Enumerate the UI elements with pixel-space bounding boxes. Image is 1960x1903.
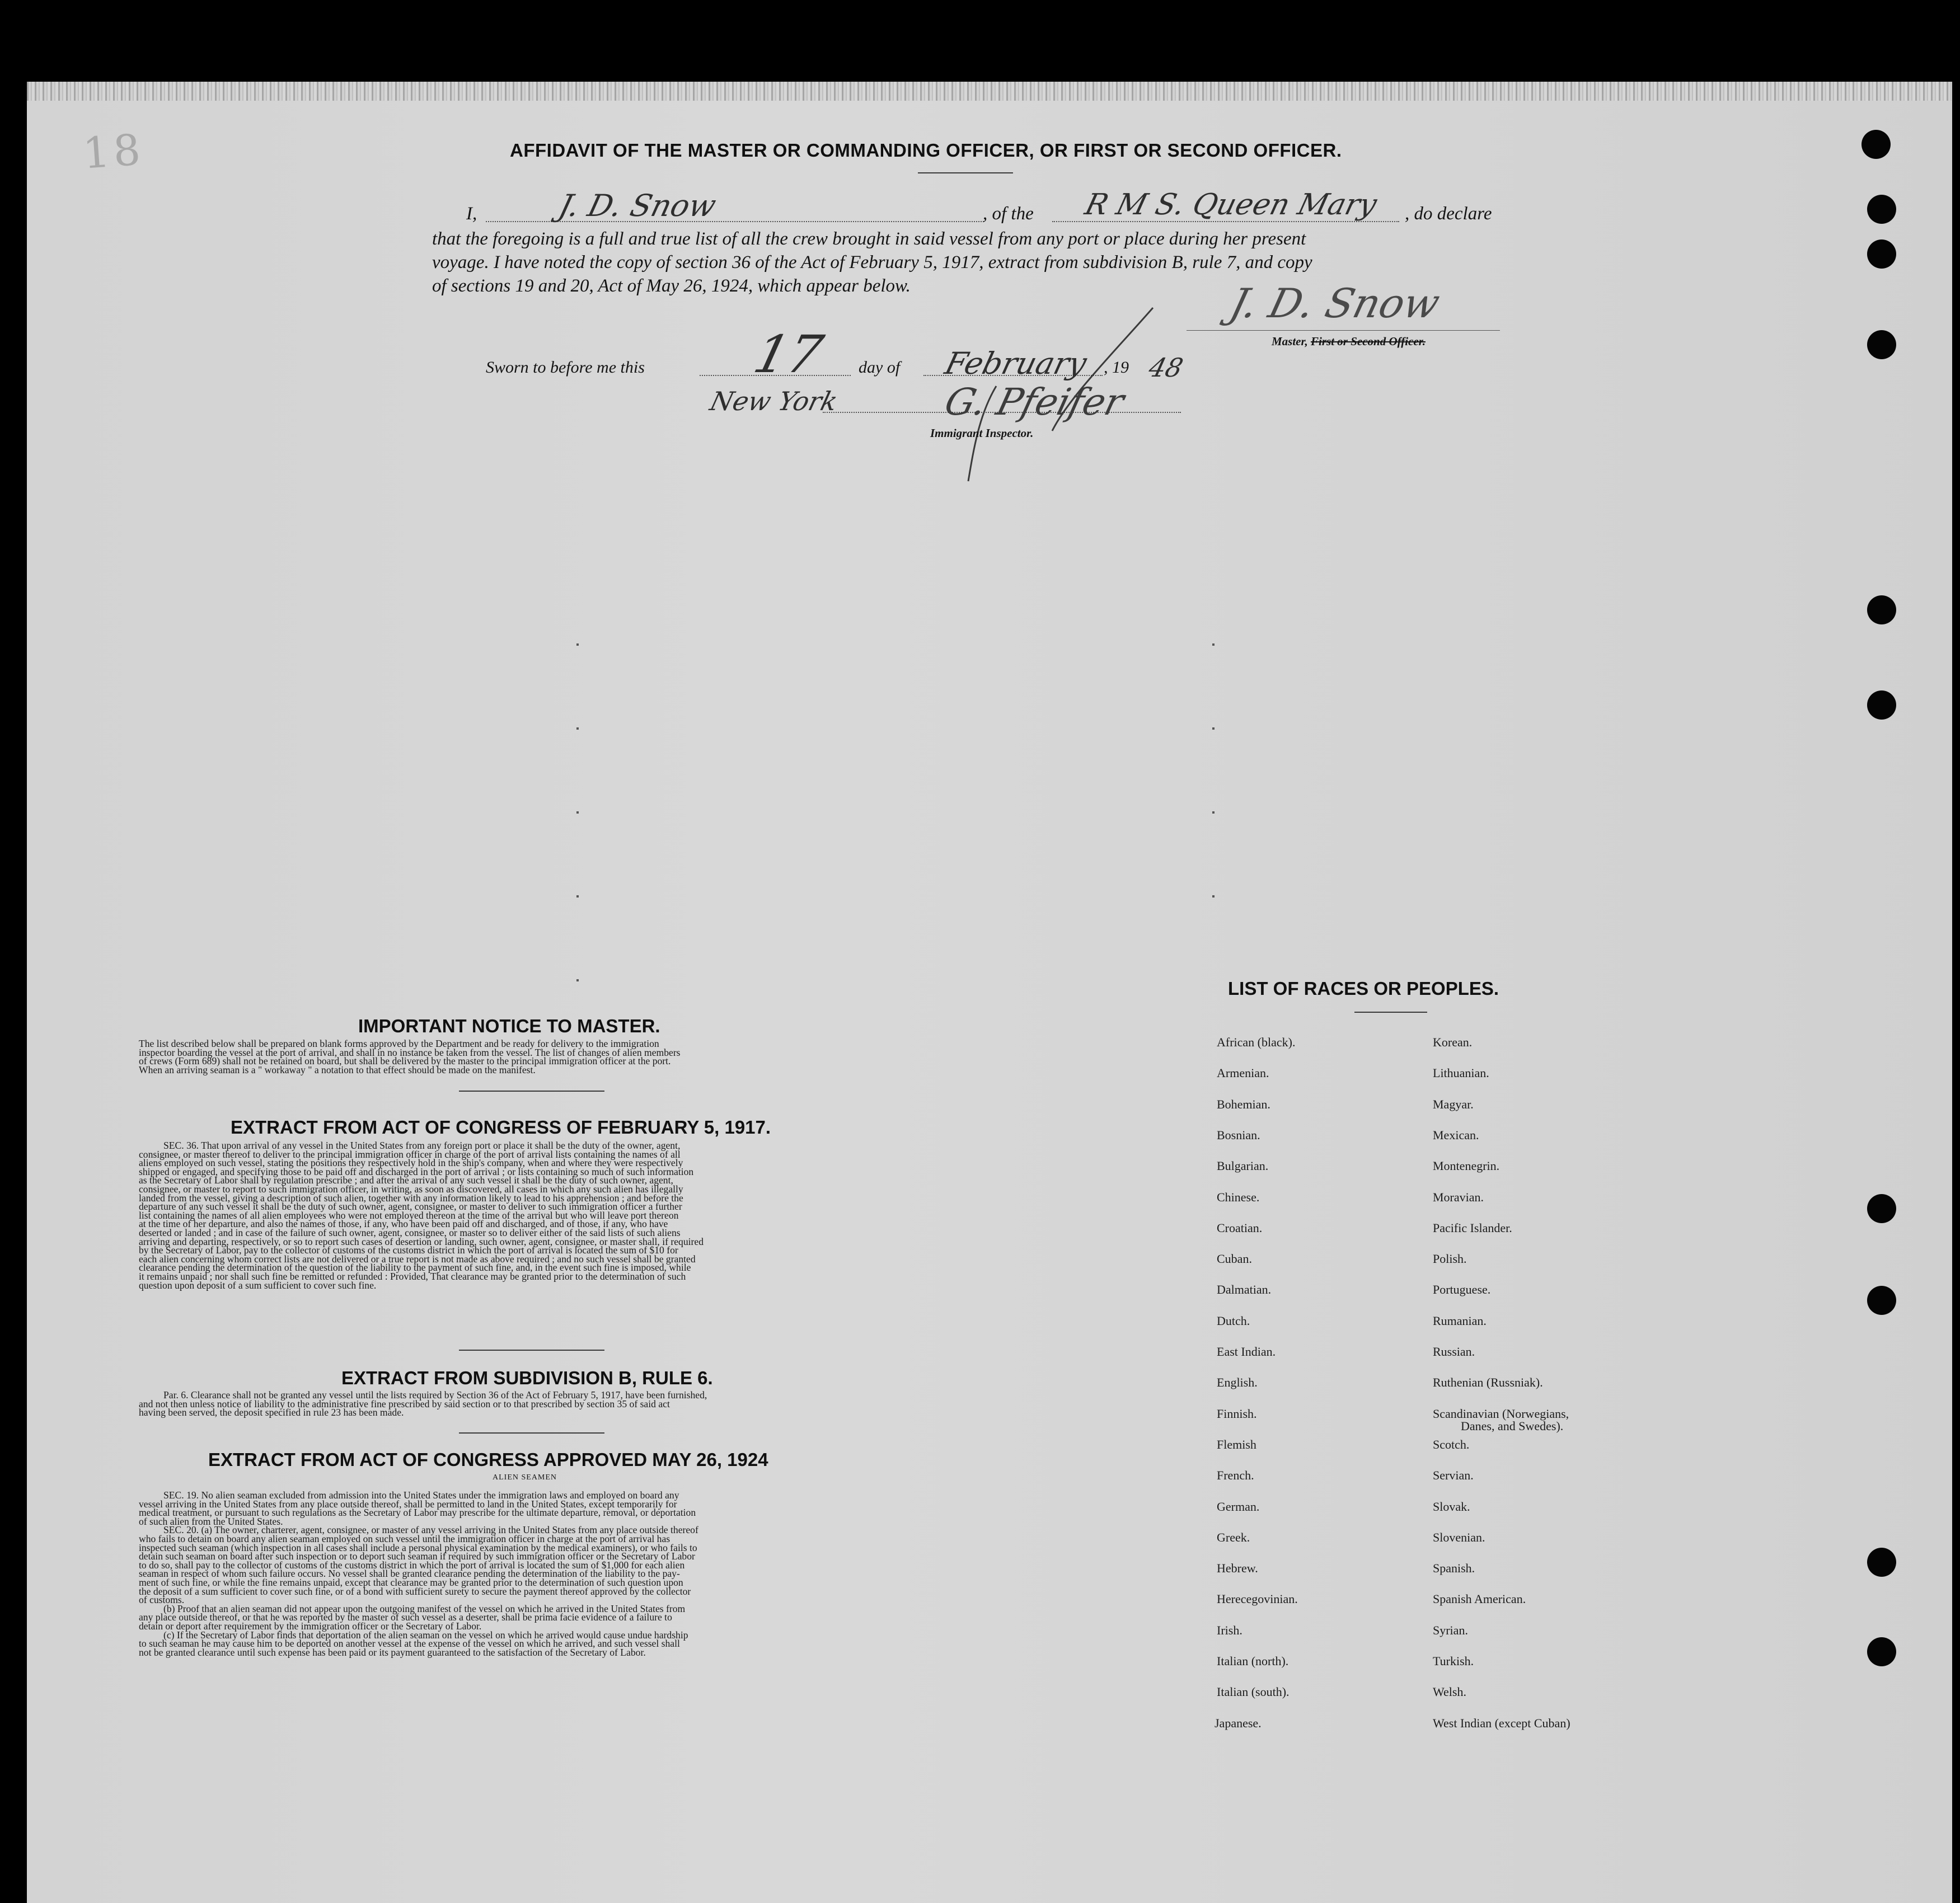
handwritten-vessel-name: R M S. Queen Mary — [1081, 188, 1380, 222]
race-item-left: Italian (north). — [1217, 1654, 1289, 1668]
extract-1917-line: arriving and departing, respectively, or so to report such cases of desertion or landing, such owner, agent, consignee, or master shall, if required — [139, 1235, 704, 1247]
race-item-right: Scotch. — [1433, 1437, 1470, 1451]
extract-1924-line: vessel arriving in the United States from any place outside thereof, shall be permitted to land in the United States, except temporarily for — [139, 1498, 677, 1510]
extract-1917-line: as the Secretary of Labor shall by regulation prescribe ; and after the arrival of any such vessel it shall be the duty of such owner, agent, — [139, 1174, 673, 1186]
extract-1924-line: any place outside thereof, or that he was reported by the master of such vessel as a deserter, shall be prima facie evidence of a failure to — [139, 1611, 672, 1623]
handwritten-master-name: J. D. Snow — [555, 188, 720, 223]
extract-1924-line: SEC. 19. No alien seaman excluded from admission into the United States under the immigration laws and employed on board any — [163, 1489, 679, 1501]
race-item-right: West Indian (except Cuban) — [1433, 1716, 1570, 1730]
affidavit-line1-middle: , of the — [983, 204, 1034, 224]
signer-title-master: Master, — [1272, 335, 1308, 348]
extract-1917-line: clearance pending the determination of the question of the liability to the payment of such fine, and, in the event such fine is imposed, while — [139, 1262, 691, 1274]
race-item-left: Bulgarian. — [1217, 1159, 1269, 1173]
affidavit-line2: that the foregoing is a full and true list of all the crew brought in said vessel from any port or place during her present — [432, 229, 1306, 249]
extract-1924-line: medical treatment, or pursuant to such regulations as the Secretary of Labor may prescribe for the ultimate departure, removal, or deportation — [139, 1507, 696, 1519]
punch-hole — [1867, 195, 1896, 224]
race-item-left: Cuban. — [1217, 1252, 1252, 1266]
race-item-left: East Indian. — [1217, 1345, 1276, 1359]
race-item-right: Moravian. — [1433, 1190, 1484, 1204]
extract-1924-subheading: ALIEN SEAMEN — [493, 1473, 557, 1482]
extract-1924-line: ment of such fine, or while the fine remains unpaid, except that clearance may be granted prior to the determination of such question upon — [139, 1576, 683, 1588]
section-rule — [459, 1432, 604, 1434]
race-item-left: German. — [1217, 1500, 1260, 1514]
extract-1917-line: it remains unpaid ; nor shall such fine be remitted or refunded : Provided, That clearance may be granted prior to the determination of such — [139, 1270, 686, 1282]
sworn-prefix: Sworn to before me this — [486, 358, 645, 377]
race-item-right: Syrian. — [1433, 1623, 1468, 1637]
race-item-right: Mexican. — [1433, 1128, 1479, 1142]
race-item-right: Russian. — [1433, 1345, 1475, 1359]
race-item-left: Croatian. — [1217, 1221, 1263, 1235]
extract-1917-line: consignee, or master thereof to deliver to the principal immigration officer in charge of the port of arrival lists containing the names of all — [139, 1148, 681, 1160]
races-heading: LIST OF RACES OR PEOPLES. — [1228, 978, 1499, 999]
inspector-title: Immigrant Inspector. — [930, 426, 1034, 440]
race-item-left: Flemish — [1217, 1437, 1256, 1451]
handwritten-month: February — [941, 346, 1091, 381]
notice-line: inspector boarding the vessel at the port of arrival, and shall in no instance be taken from the vessel. The list of changes of alien members — [139, 1046, 681, 1058]
affidavit-line4: of sections 19 and 20, Act of May 26, 1924, which appear below. — [432, 276, 911, 296]
punch-hole — [1867, 239, 1896, 269]
extract-1917-line: at the time of her departure, and also the names of those, if any, who have been paid off and discharged, and of those, if any, who have — [139, 1218, 668, 1230]
extract-1917-line: deserted or landed ; and in case of the failure of such owner, agent, consignee, or master so to deliver either of the said lists of such aliens — [139, 1227, 681, 1238]
extract-1924-line: to such seaman he may cause him to be deported on another vessel at the expense of the vessel on which he arrived, and such vessel shall — [139, 1638, 680, 1650]
section-rule — [459, 1350, 604, 1351]
section-rule — [459, 1091, 604, 1092]
extract-1924-line: of customs. — [139, 1594, 185, 1606]
race-item-left: Hebrew. — [1217, 1561, 1258, 1575]
race-item-left: Bosnian. — [1217, 1128, 1260, 1142]
punch-hole — [1867, 1286, 1896, 1315]
margin-dots — [576, 643, 579, 1002]
race-item-left: Finnish. — [1217, 1407, 1257, 1421]
rule6-heading: EXTRACT FROM SUBDIVISION B, RULE 6. — [341, 1368, 713, 1388]
affidavit-line1-prefix: I, — [466, 204, 477, 224]
race-item-left: Chinese. — [1217, 1190, 1260, 1204]
race-item-left: Herecegovinian. — [1217, 1592, 1298, 1606]
margin-dots — [1212, 643, 1215, 979]
extract-1917-line: departure of any such vessel it shall be the duty of such owner, agent, consignee, or master to deliver to such immigration officer a further — [139, 1201, 682, 1213]
extract-1924-line: SEC. 20. (a) The owner, charterer, agent, consignee, or master of any vessel arriving in the United States from any place outside thereof — [163, 1524, 698, 1536]
race-item-right: Slovenian. — [1433, 1530, 1485, 1544]
race-item-right: Rumanian. — [1433, 1314, 1487, 1328]
year-prefix: , 19 — [1104, 358, 1129, 377]
punch-hole — [1867, 690, 1896, 720]
extract-1924-line: (c) If the Secretary of Labor finds that deportation of the alien seaman on the vessel on which he arrived would cause undue hardship — [163, 1629, 688, 1641]
race-item-right: Ruthenian (Russniak). — [1433, 1375, 1543, 1389]
race-item-right: Magyar. — [1433, 1097, 1474, 1111]
punch-hole — [1867, 1548, 1896, 1577]
race-item-left: Dutch. — [1217, 1314, 1250, 1328]
affidavit-heading: AFFIDAVIT OF THE MASTER OR COMMANDING OFFICER, OR FIRST OR SECOND OFFICER. — [510, 140, 1342, 161]
race-item-right: Slovak. — [1433, 1500, 1470, 1514]
extract-1924-line: the deposit of a sum sufficient to cover such fine, or of a bond with sufficient surety to secure the payment thereof approved by the collector — [139, 1585, 691, 1597]
race-item-left: Irish. — [1217, 1623, 1242, 1637]
handwritten-day: 17 — [748, 325, 829, 384]
page-number: 18 — [81, 124, 146, 178]
race-item-right: Turkish. — [1433, 1654, 1474, 1668]
handwritten-place: New York — [707, 386, 841, 416]
race-item-left: Japanese. — [1215, 1716, 1262, 1730]
signer-title-struck: First or Second Officer. — [1311, 335, 1426, 348]
signature-line — [1187, 330, 1500, 331]
race-item-right: Spanish American. — [1433, 1592, 1526, 1606]
notice-line: When an arriving seaman is a " workaway " a notation to that effect should be made on the manifest. — [139, 1064, 536, 1075]
punch-hole — [1867, 595, 1896, 624]
extract-1917-line: shipped or engaged, and specifying those to be paid off and discharged in the port of arrival ; or lists containing so much of such information — [139, 1166, 694, 1177]
race-item-left: Dalmatian. — [1217, 1282, 1272, 1296]
extract-1917-line: each alien concerning whom correct lists are not delivered or a true report is not made as above required ; and no such vessel shall be granted — [139, 1253, 696, 1265]
affidavit-line3: voyage. I have noted the copy of section 36 of the Act of February 5, 1917, extract from subdivision B, rule 7, and copy — [432, 252, 1312, 272]
punch-hole — [1867, 1194, 1896, 1223]
day-of: day of — [859, 358, 901, 377]
race-item-left: Greek. — [1217, 1530, 1250, 1544]
extract-1924-heading: EXTRACT FROM ACT OF CONGRESS APPROVED MAY 26, 1924 — [208, 1449, 768, 1470]
signer-title — [1272, 335, 1426, 349]
extract-1924-line: who fails to detain on board any alien seaman employed on such vessel until the immigration officer in charge at the port of arrival has — [139, 1533, 670, 1544]
extract-1924-body — [139, 1491, 931, 1657]
notice-line: of crews (Form 689) shall not be retained on board, but shall be delivered by the master to the principal immigration officer at the port. — [139, 1055, 671, 1067]
rule6-body — [139, 1391, 931, 1417]
race-item-right: Polish. — [1433, 1252, 1467, 1266]
extract-1917-line: question upon deposit of a sum sufficient to cover such fine. — [139, 1279, 377, 1291]
notice-body — [139, 1040, 931, 1074]
races-heading-rule — [1354, 1012, 1427, 1013]
extract-1924-line: detain or deport after requirement by the immigration officer or the Secretary of Labor. — [139, 1620, 482, 1632]
extract-1917-line: by the Secretary of Labor, pay to the collector of customs of the customs district in which the port of arrival is located the sum of $10 for — [139, 1244, 678, 1256]
extract-1917-line: list containing the names of all alien employees who were not employed thereon at the time of the arrival but who will leave port thereon — [139, 1209, 679, 1221]
race-item-left: French. — [1217, 1468, 1254, 1482]
race-item-left: English. — [1217, 1375, 1258, 1389]
race-item-right: Montenegrin. — [1433, 1159, 1500, 1173]
extract-1917-line: landed from the vessel, giving a description of such alien, together with any information likely to lead to his apprehension ; and before the — [139, 1192, 683, 1204]
race-item-left: Armenian. — [1217, 1066, 1269, 1080]
extract-1924-line: of such alien from the United States. — [139, 1515, 283, 1527]
extract-1924-line: detain such seaman on board after such inspection or to deport such seaman if required by such immigration officer or the Secretary of Labor — [139, 1550, 695, 1562]
extract-1924-line: not be granted clearance until such expense has been paid or its payment guaranteed to the satisfaction of the Secretary of Labor. — [139, 1646, 646, 1658]
affidavit-line1-suffix: , do declare — [1405, 204, 1492, 224]
race-item-right: Portuguese. — [1433, 1282, 1491, 1296]
rule6-line: and not then unless notice of liability to the administrative fine prescribed by said section or to that prescribed by section 35 of said act — [139, 1398, 670, 1409]
handwritten-year: 48 — [1146, 353, 1187, 383]
race-item-right: Lithuanian. — [1433, 1066, 1489, 1080]
extract-1924-line: to do so, shall pay to the collector of customs of the customs district in which the port of arrival is located the sum of $1,000 for each alien — [139, 1559, 685, 1571]
extract-1917-line: aliens employed on such vessel, stating the positions they respectively hold in the ship's company, when and where they were respectively — [139, 1157, 683, 1169]
extract-1924-line: seaman in respect of whom such failure occurs. No vessel shall be granted clearance pending the determination of the liability to the pay- — [139, 1568, 680, 1580]
inspector-signature: G. Pfeifer — [940, 380, 1128, 424]
race-item-left: Italian (south). — [1217, 1685, 1290, 1699]
race-item-left: African (black). — [1217, 1035, 1296, 1049]
extract-1917-body — [139, 1141, 931, 1290]
extract-1917-heading: EXTRACT FROM ACT OF CONGRESS OF FEBRUARY 5, 1917. — [231, 1117, 771, 1138]
sheet-top-edge — [27, 82, 1952, 101]
punch-hole — [1861, 130, 1891, 159]
extract-1924-line: inspected such seaman (which inspection in all cases shall include a personal physical examination by the medical examiners), or who fails to — [139, 1542, 697, 1553]
rule6-line: Par. 6. Clearance shall not be granted any vessel until the lists required by Section 36 of the Act of February 5, 1917, have been furnished, — [163, 1389, 707, 1401]
heading-rule — [918, 172, 1013, 173]
notice-heading: IMPORTANT NOTICE TO MASTER. — [358, 1016, 660, 1036]
race-item-right: Welsh. — [1433, 1685, 1466, 1699]
rule6-line: having been served, the deposit specified in rule 23 has been made. — [139, 1407, 404, 1418]
race-item-left: Bohemian. — [1217, 1097, 1270, 1111]
extract-1917-line: consignee, or master to report to such immigration officer, in writing, as soon as discovered, all cases in which any such alien has illegally — [139, 1183, 683, 1195]
race-item-right: Servian. — [1433, 1468, 1474, 1482]
extract-1917-line: SEC. 36. That upon arrival of any vessel in the United States from any foreign port or place it shall be the duty of the owner, agent, — [163, 1140, 681, 1151]
race-item-right: Scandinavian (Norwegians, — [1433, 1407, 1569, 1421]
race-item-right: Pacific Islander. — [1433, 1221, 1512, 1235]
notice-line: The list described below shall be prepared on blank forms approved by the Department and be ready for delivery to the immigration — [139, 1038, 659, 1049]
race-item-right: Korean. — [1433, 1035, 1473, 1049]
race-item-right-continuation: Danes, and Swedes). — [1461, 1419, 1564, 1433]
master-signature: J. D. Snow — [1225, 280, 1445, 327]
extract-1924-line: (b) Proof that an alien seaman did not appear upon the outgoing manifest of the vessel on which he arrived in the United States from — [163, 1603, 686, 1614]
race-item-right: Spanish. — [1433, 1561, 1475, 1575]
punch-hole — [1867, 330, 1896, 359]
punch-hole — [1867, 1637, 1896, 1666]
